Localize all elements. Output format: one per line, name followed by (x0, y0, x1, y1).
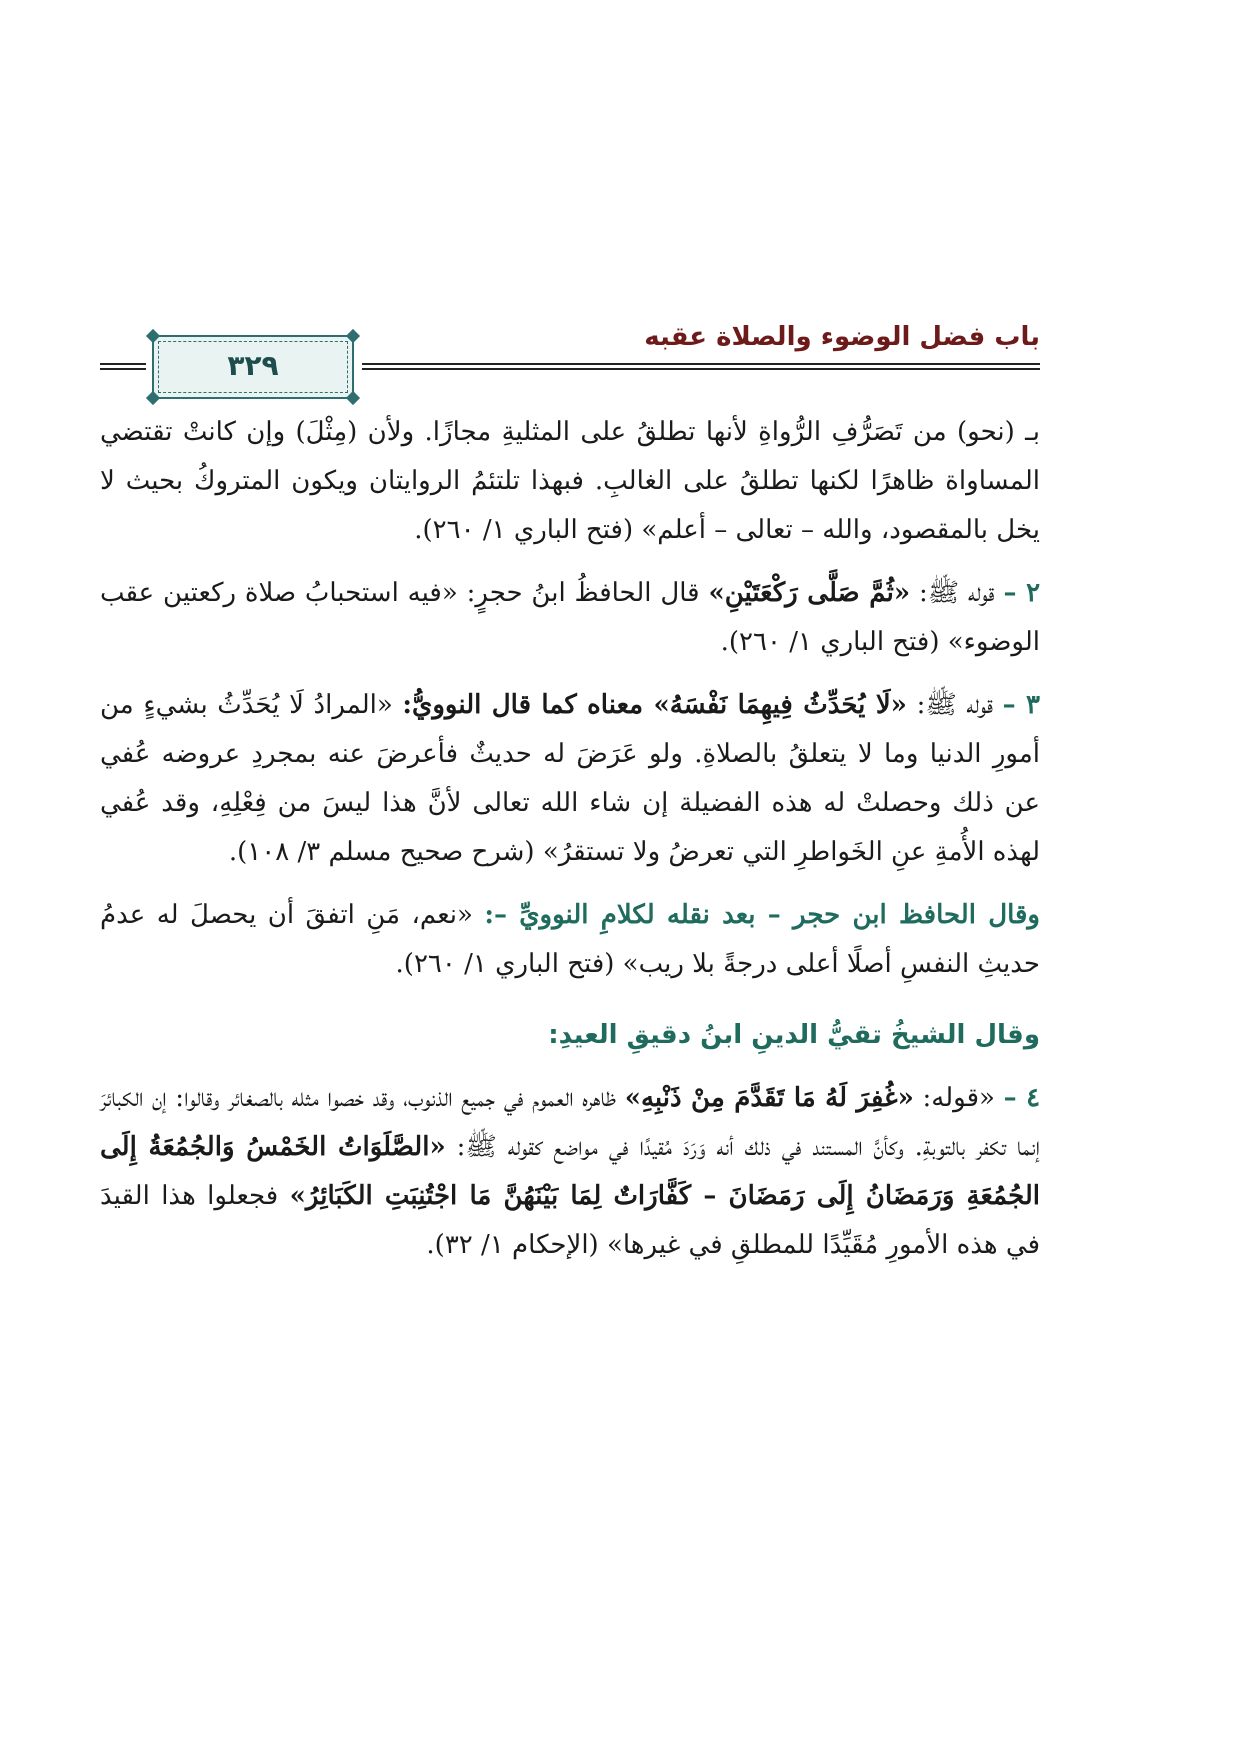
item-number: ٣ – (1002, 690, 1041, 720)
paragraph-text: قوله ﷺ: (918, 578, 995, 608)
ornament-icon (346, 391, 360, 405)
hadith-quote: «ثُمَّ صَلَّى رَكْعَتَيْنِ» (708, 578, 911, 608)
header-rule (362, 363, 1040, 365)
header-rule (100, 368, 146, 370)
paragraph (100, 408, 1040, 555)
page-header (100, 310, 1040, 390)
paragraph (100, 569, 1040, 667)
paragraph-text: ظاهره العموم في جميع الذنوب، وقد خصوا مثله بالصغائر وقالوا: إن الكبائرَ إنما تكفر بالتوبةِ. وكأنَّ المستند في ذلك أنه وَرَدَ مُقيدًا في مواضع كقوله ﷺ: (100, 1083, 1041, 1162)
ornament-icon (346, 329, 360, 343)
paragraph-text: بـ (نحو) من تَصَرُّفِ الرُّواةِ لأنها تطلقُ على المثليةِ مجازًا. ولأن (مِثْلَ) وإن كانتْ تقتضي المساواة ظاهرًا لكنها تطلقُ على الغالبِ. فبهذا تلتئمُ الروايتان ويكون المتروكُ بحيث لا يخل بالمقصود، والله – تعالى – أعلم» (فتح الباري ١/ ٢٦٠). (100, 417, 1040, 545)
paragraph-text: قوله ﷺ: (916, 690, 993, 720)
hadith-quote: «لَا يُحَدِّثُ فِيهِمَا نَفْسَهُ» معناه كما قال النوويُّ: (402, 690, 907, 720)
item-number: ٤ – (1003, 1083, 1041, 1113)
ornament-icon (146, 329, 160, 343)
header-rule (362, 368, 1040, 370)
header-rule (100, 363, 146, 365)
hadith-quote: «الصَّلَوَاتُ الخَمْسُ وَالجُمُعَةُ إِلَى الجُمُعَةِ وَرَمَضَانُ إِلَى رَمَضَانَ – كَفَّارَاتٌ لِمَا بَيْنَهُنَّ مَا اجْتُنِبَتِ الكَبَائِرُ» (100, 1132, 1041, 1211)
paragraph-text: «المرادُ لَا يُحَدِّثُ بشيءٍ من أمورِ الدنيا وما لا يتعلقُ بالصلاةِ. ولو عَرَضَ له حديثٌ فأعرضَ عنه بمجردِ عروضه عُفي عن ذلك وحصلتْ له هذه الفضيلة إن شاء الله تعالى لأنَّ هذا ليسَ من فِعْلِهِ، وقد عُفي لهذه الأُمةِ عنِ الخَواطرِ التي تعرضُ ولا تستقرُ» (شرح صحيح مسلم ٣/ ١٠٨). (100, 690, 1040, 867)
paragraph-text: «قوله: (922, 1083, 995, 1113)
item-number: ٢ – (1003, 578, 1041, 608)
hadith-quote: «غُفِرَ لَهُ مَا تَقَدَّمَ مِنْ ذَنْبِهِ» (624, 1083, 914, 1113)
paragraph-text: قال الحافظُ ابنُ حجرٍ: «فيه استحبابُ صلاة ركعتين عقب الوضوء» (فتح الباري ١/ ٢٦٠). (100, 578, 1040, 657)
page-number-frame (152, 335, 354, 399)
paragraph (100, 891, 1040, 989)
paragraph (100, 1074, 1040, 1270)
paragraph-text: «نعم، مَنِ اتفقَ أن يحصلَ له عدمُ حديثِ النفسِ أصلًا أعلى درجةً بلا ريب» (فتح الباري ١/ ٢٦٠). (100, 900, 1040, 979)
paragraph-text: فجعلوا هذا القيدَ في هذه الأمورِ مُقَيِّدًا للمطلقِ في غيرها» (الإحكام ١/ ٣٢). (100, 1181, 1040, 1260)
scholar-attribution: وقال الحافظ ابن حجر – بعد نقله لكلامِ النوويِّ –: (484, 900, 1040, 930)
section-heading: وقال الشيخُ تقيُّ الدينِ ابنُ دقيقِ العيدِ: (548, 1020, 1040, 1050)
paragraph (100, 681, 1040, 877)
page-body (100, 408, 1040, 1284)
page-number: ٣٢٩ (227, 349, 279, 382)
ornament-icon (146, 391, 160, 405)
running-title: باب فضل الوضوء والصلاة عقبه (644, 322, 1040, 352)
